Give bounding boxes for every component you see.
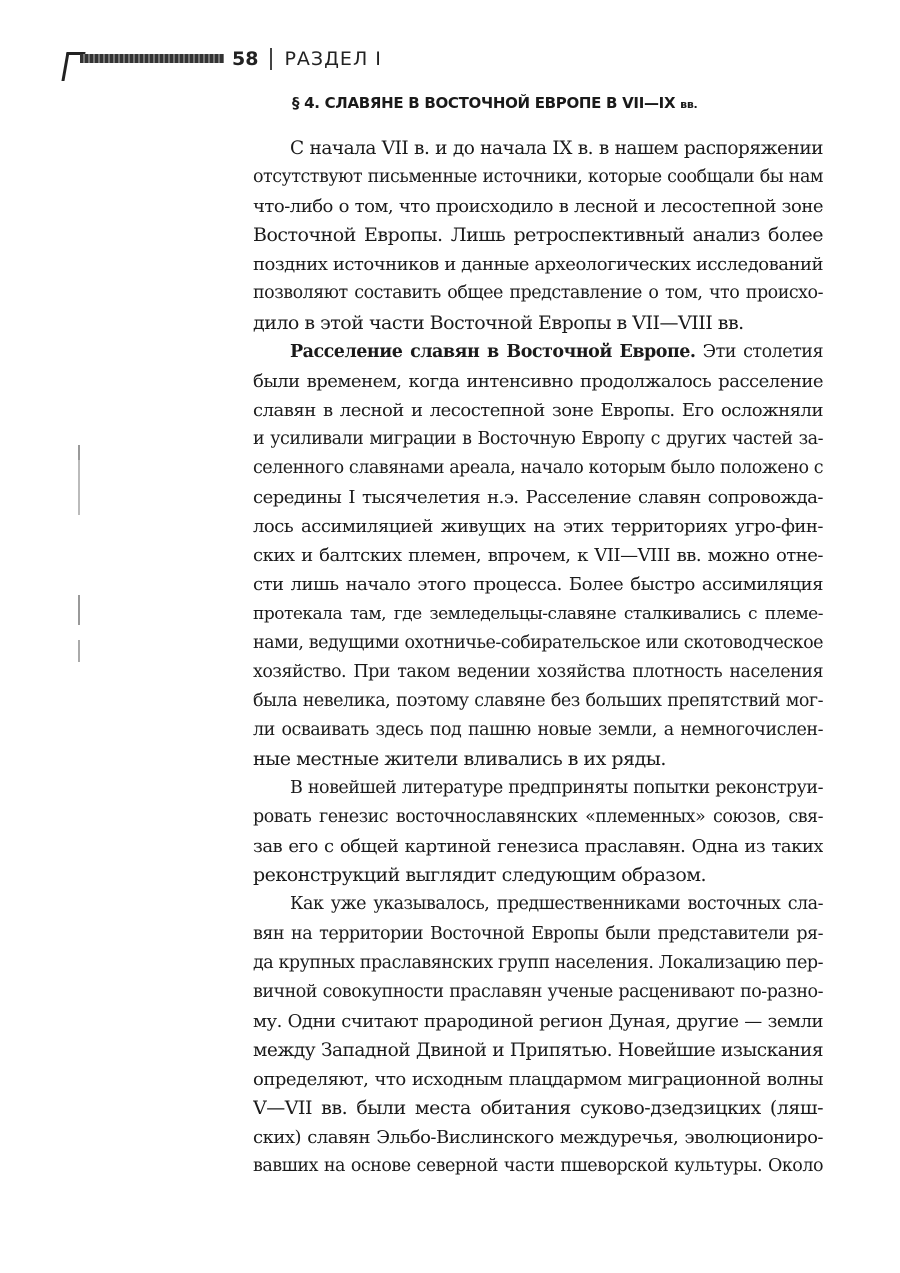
text-line-content: протекала там, где земледельцы-славяне сталкивались с племе- [253, 603, 823, 624]
text-line-content: ные местные жители вливались в их ряды. [253, 747, 666, 770]
text-line-content: отсутствуют письменные источники, которые сообщали бы нам [253, 167, 823, 188]
chapter-heading-title: § 4. СЛАВЯНЕ В ВОСТОЧНОЙ ЕВРОПЕ В VII—IX [292, 94, 676, 112]
text-line [253, 483, 823, 512]
text-line-content: вян на территории Восточной Европы были представители ря- [253, 923, 823, 944]
text-line [253, 541, 823, 570]
body-text [253, 134, 823, 1181]
ornament-bar [80, 54, 224, 63]
text-line [253, 338, 823, 367]
text-line-content: V—VII вв. были места обитания суково-дзедзицких (ляш- [253, 1097, 823, 1120]
header-ornament-icon [64, 52, 224, 66]
text-line-content: нами, ведущими охотничье-собирательское или скотоводческое [253, 632, 823, 653]
text-line [253, 1123, 823, 1152]
margin-scan-mark [78, 460, 80, 515]
chapter-heading [292, 94, 697, 112]
text-line-content: реконструкций выглядит следующим образом. [253, 864, 707, 887]
text-line-content: середины I тысячелетия н.э. Расселение славян сопровожда- [253, 487, 823, 509]
text-line [253, 512, 823, 541]
text-line-content: дило в этой части Восточной Европы в VII—VIII вв. [253, 311, 744, 334]
text-line [253, 192, 823, 221]
text-line-content: вавших на основе северной части пшеворской культуры. Около [253, 1156, 823, 1177]
header-divider [270, 48, 272, 70]
text-line [253, 163, 823, 192]
text-line-content: вичной совокупности праславян ученые расценивают по-разно- [253, 981, 823, 1002]
text-line [253, 658, 823, 687]
text-line [253, 1036, 823, 1065]
text-line [253, 367, 823, 396]
text-line [253, 1007, 823, 1036]
text-line-content: С начала VII в. и до начала IX в. в нашем распоряжении [290, 138, 823, 159]
text-line [253, 629, 823, 658]
page-number: 58 [232, 48, 259, 70]
text-line [253, 687, 823, 716]
text-line [253, 890, 823, 919]
text-line [253, 1065, 823, 1094]
text-line-content: селенного славянами ареала, начало которым было положено с [253, 458, 823, 479]
text-line [253, 920, 823, 949]
text-line-content: сти лишь начало этого процесса. Более быстро ассимиляция [253, 574, 823, 596]
text-line [253, 716, 823, 745]
text-line [253, 134, 823, 163]
section-label: РАЗДЕЛ I [284, 48, 382, 70]
text-line-content: зав его с общей картиной генезиса праславян. Одна из таких [253, 836, 823, 858]
text-line-content: и усиливали миграции в Восточную Европу с других частей за- [253, 428, 823, 449]
text-line [253, 1152, 823, 1181]
text-line [253, 309, 823, 338]
text-line-content: ли осваивать здесь под пашню новые земли, а немногочислен- [253, 719, 823, 740]
text-line-content: В новейшей литературе предприняты попытки реконструи- [290, 778, 823, 799]
text-line-content: славян в лесной и лесостепной зоне Европы. Его осложняли [253, 399, 823, 421]
text-line [253, 745, 823, 774]
text-line [253, 570, 823, 599]
text-line-content: позволяют составить общее представление о том, что происхо- [253, 283, 823, 304]
text-line [253, 600, 823, 629]
margin-scan-mark [78, 640, 80, 662]
text-line-content: лось ассимиляцией живущих на этих территориях угро-фин- [253, 516, 823, 538]
text-line-content: Эти столетия [695, 341, 823, 362]
text-line [253, 1094, 823, 1123]
text-line [253, 978, 823, 1007]
text-line-content: поздних источников и данные археологических исследований [253, 254, 823, 276]
text-line [253, 861, 823, 890]
text-line [253, 949, 823, 978]
text-line-content: хозяйство. При таком ведении хозяйства плотность населения [253, 661, 823, 682]
chapter-heading-suffix: вв. [680, 98, 698, 111]
text-line-content: да крупных праславянских групп населения. Локализацию пер- [253, 952, 823, 973]
text-line-content: определяют, что исходным плацдармом миграционной волны [253, 1069, 823, 1090]
paragraph-run-in-heading: Расселение славян в Восточной Европе. [290, 341, 696, 362]
text-line-content: была невелика, поэтому славяне без больших препятствий мог- [253, 690, 823, 711]
text-line-content: ских и балтских племен, впрочем, к VII—VIII вв. можно отне- [253, 545, 823, 567]
text-line [253, 221, 823, 250]
text-line [253, 279, 823, 308]
text-line-content: между Западной Двиной и Припятью. Новейшие изыскания [253, 1039, 823, 1061]
text-line [253, 396, 823, 425]
text-line-content: му. Одни считают прародиной регион Дуная, другие — земли [253, 1010, 823, 1032]
text-line-content: были временем, когда интенсивно продолжалось расселение [253, 370, 823, 392]
running-header [64, 44, 382, 74]
text-line-content: что-либо о том, что происходило в лесной и лесостепной зоне [253, 196, 823, 218]
text-line [253, 774, 823, 803]
text-line-content: ровать генезис восточнославянских «племенных» союзов, свя- [253, 807, 823, 828]
text-line-content: ских) славян Эльбо-Вислинского междуречья, эволюциониро- [253, 1127, 823, 1149]
margin-scan-mark [78, 595, 80, 625]
text-line-content: Как уже указывалось, предшественниками восточных сла- [290, 894, 823, 915]
text-line-content: Восточной Европы. Лишь ретроспективный анализ более [253, 224, 823, 247]
text-line [253, 250, 823, 279]
text-line [253, 454, 823, 483]
text-line [253, 803, 823, 832]
text-line [253, 832, 823, 861]
text-line [253, 425, 823, 454]
